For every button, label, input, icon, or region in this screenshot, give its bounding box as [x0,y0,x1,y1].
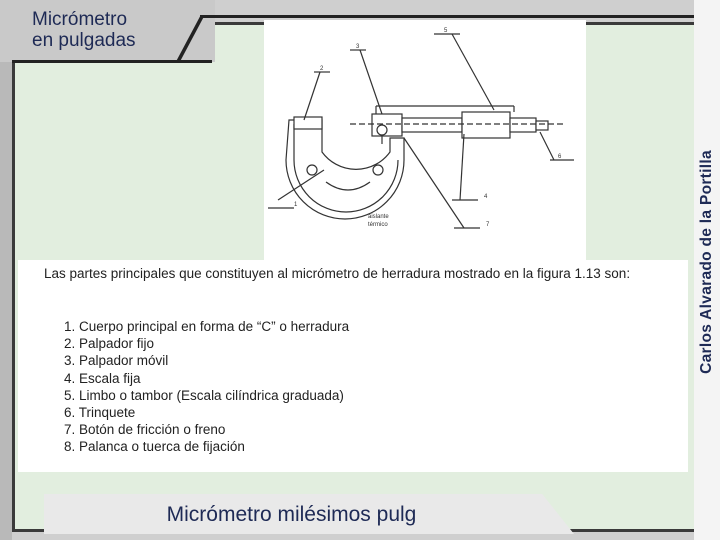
author-name: Carlos Alvarado de la Portilla [698,150,715,374]
callout-7: 7 [486,222,490,228]
footer-caption: Micrómetro milésimos pulg [166,503,417,526]
micrometer-diagram [264,20,586,260]
insulation-label-line2: térmico [368,222,388,228]
list-item: 2. Palpador fijo [64,336,155,352]
list-item: 4. Escala fija [64,370,141,386]
callout-6: 6 [558,154,562,160]
top-rule [200,15,695,18]
list-item: 7. Botón de fricción o freno [64,422,226,438]
parts-list [64,318,349,456]
list-item: 3. Palpador móvil [64,353,169,369]
list-item: 5. Limbo o tambor (Escala cilíndrica graduada) [64,387,344,403]
callout-4: 4 [484,194,488,200]
insulation-label: aislante [368,214,389,220]
callout-2: 2 [320,66,324,72]
callout-1: 1 [294,202,298,208]
slide-title: Micrómetro en pulgadas [32,9,136,51]
intro-paragraph: Las partes principales que constituyen al micrómetro de herradura mostrado en la figura 1.13 son: [44,266,631,281]
callout-3: 3 [356,44,360,50]
callout-5: 5 [444,28,448,34]
list-item: 8. Palanca o tuerca de fijación [64,439,245,455]
micrometer-drawing [264,20,586,260]
list-item: 6. Trinquete [64,405,136,421]
list-item: 1. Cuerpo principal en forma de “C” o herradura [64,319,350,334]
left-band [0,0,12,540]
